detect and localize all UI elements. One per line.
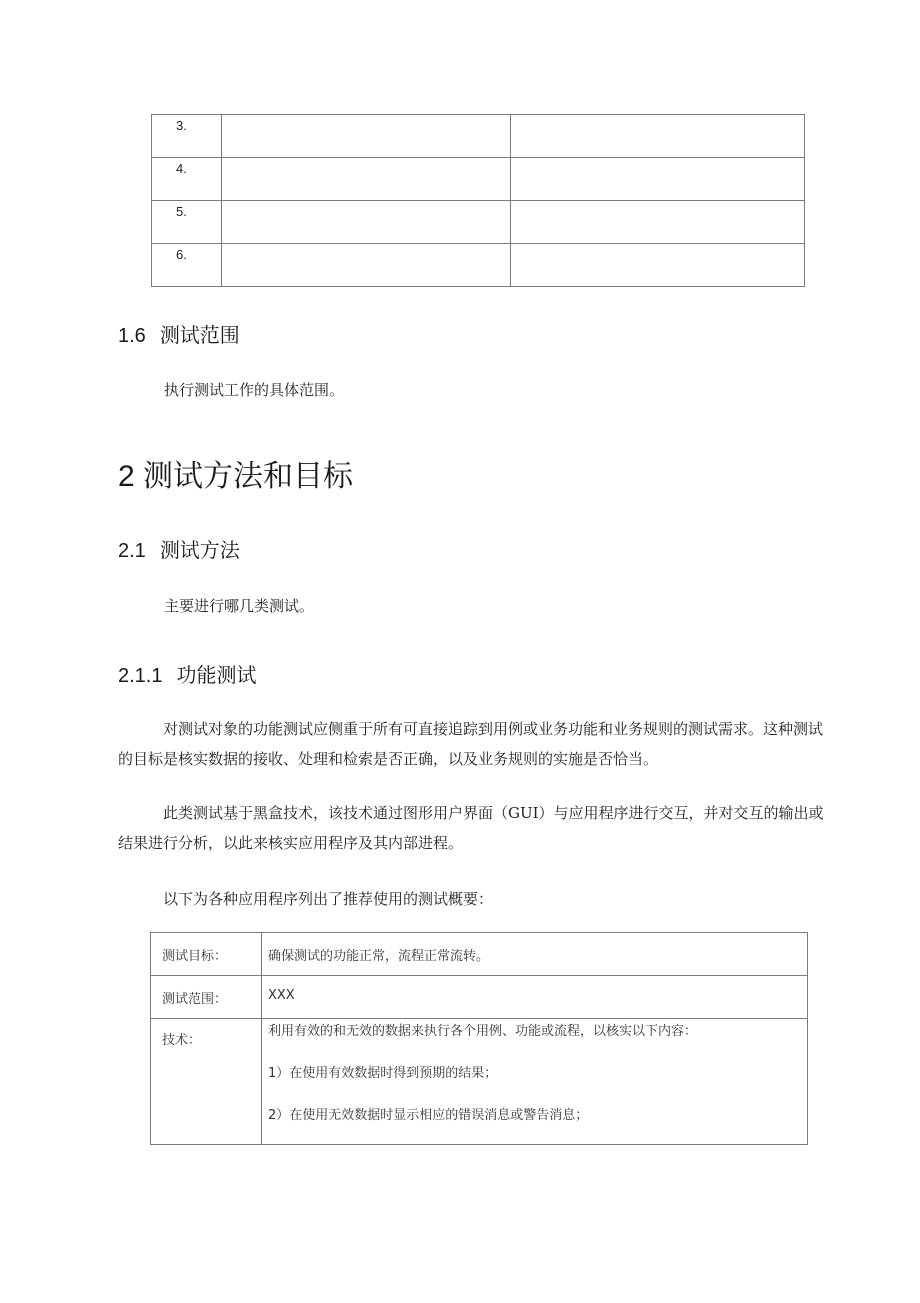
table-row [151, 933, 808, 976]
section-number: 1.6 [118, 325, 146, 347]
table-cell [511, 201, 805, 244]
goal-value: 确保测试的功能正常，流程正常流转。 [262, 933, 808, 976]
table-row [151, 1019, 808, 1145]
table-row [152, 115, 805, 158]
table-row [152, 158, 805, 201]
numbered-table [151, 114, 805, 287]
table-cell [511, 244, 805, 287]
table-cell [222, 244, 511, 287]
table-row [152, 201, 805, 244]
section-number: 2.1.1 [118, 665, 163, 687]
goal-label: 测试目标： [151, 933, 262, 976]
chapter-title: 2 测试方法和目标 [118, 460, 354, 493]
scope-value: XXX [262, 976, 808, 1019]
table-cell [222, 158, 511, 201]
tech-item: 1）在使用有效数据时得到预期的结果； [268, 1066, 498, 1081]
section-title: 测试方法 [159, 540, 240, 562]
section-title: 功能测试 [176, 665, 257, 687]
section-body: 主要进行哪几类测试。 [164, 597, 315, 615]
tech-item: 2）在使用无效数据时显示相应的错误消息或警告消息； [268, 1108, 589, 1123]
tech-intro: 利用有效的和无效的数据来执行各个用例、功能或流程，以核实以下内容： [268, 1024, 698, 1039]
table-cell [222, 201, 511, 244]
row-number: 6. [152, 244, 222, 287]
section-heading-2-1-1 [118, 659, 256, 688]
section-heading-2-1 [118, 534, 240, 563]
table-row [152, 244, 805, 287]
section-title: 测试范围 [159, 325, 240, 347]
row-number: 5. [152, 201, 222, 244]
paragraph: 以下为各种应用程序列出了推荐使用的测试概要： [163, 890, 494, 908]
paragraph: 此类测试基于黑盒技术，该技术通过图形用户界面（GUI）与应用程序进行交互，并对交互的输出或结果进行分析，以此来核实应用程序及其内部进程。 [118, 804, 824, 852]
row-number: 4. [152, 158, 222, 201]
section-heading-1-6 [118, 319, 240, 348]
table-cell [222, 115, 511, 158]
section-body: 执行测试工作的具体范围。 [164, 381, 345, 399]
row-number: 3. [152, 115, 222, 158]
table-row [151, 976, 808, 1019]
tech-value [262, 1019, 808, 1145]
test-summary-table [150, 932, 808, 1145]
scope-label: 测试范围： [151, 976, 262, 1019]
paragraph: 对测试对象的功能测试应侧重于所有可直接追踪到用例或业务功能和业务规则的测试需求。这种测试的目标是核实数据的接收、处理和检索是否正确，以及业务规则的实施是否恰当。 [118, 720, 824, 768]
table-cell [511, 158, 805, 201]
tech-label: 技术： [151, 1019, 262, 1145]
table-cell [511, 115, 805, 158]
section-number: 2.1 [118, 540, 146, 562]
